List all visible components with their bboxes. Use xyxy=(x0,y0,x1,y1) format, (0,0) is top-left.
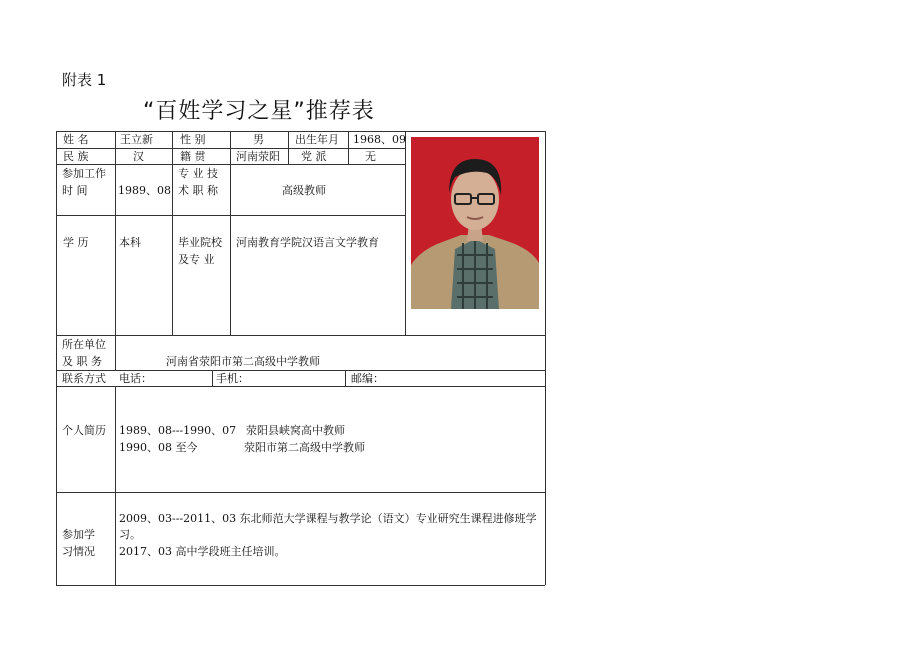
resume-period: 1989、08---1990、07 xyxy=(119,424,237,437)
origin-value: 河南荥阳 xyxy=(236,150,280,163)
postcode-label: 邮编： xyxy=(351,372,384,385)
resume-desc: 荥阳市第二高级中学教师 xyxy=(244,441,365,454)
pro-title-value: 高级教师 xyxy=(282,184,326,197)
study-label: 参加学 xyxy=(62,528,95,541)
study-line: 2017、03 高中学段班主任培训。 xyxy=(119,545,286,558)
col-divider xyxy=(288,131,289,164)
col-divider xyxy=(172,131,173,335)
birth-value: 1968、09 xyxy=(353,133,406,146)
row-divider xyxy=(56,492,545,493)
gender-value: 男 xyxy=(253,133,264,146)
name-value: 王立新 xyxy=(120,133,153,146)
pro-title-label: 术 职 称 xyxy=(178,184,218,197)
resume-period: 1990、08 至今 xyxy=(119,441,198,454)
ethnicity-label: 民 族 xyxy=(63,150,89,163)
school-value: 河南教育学院汉语言文学教育 xyxy=(236,236,379,249)
col-divider xyxy=(115,386,116,585)
work-start-label: 时 间 xyxy=(62,184,88,197)
study-label: 习情况 xyxy=(62,545,95,558)
school-label: 毕业院校 xyxy=(178,236,222,249)
row-divider xyxy=(56,335,545,336)
education-label: 学 历 xyxy=(63,236,89,249)
col-divider xyxy=(345,370,346,386)
portrait-image xyxy=(411,137,539,309)
resume-label: 个人简历 xyxy=(62,424,106,437)
table-border-left xyxy=(56,131,57,585)
gender-label: 性 别 xyxy=(180,133,206,146)
study-line: 2009、03---2011、03 东北师范大学课程与教学论（语文）专业研究生课程进修班学 xyxy=(119,512,537,525)
unit-label: 及 职 务 xyxy=(62,355,102,368)
origin-label: 籍 贯 xyxy=(180,150,206,163)
phone-label: 电话： xyxy=(119,372,152,385)
education-value: 本科 xyxy=(119,236,141,249)
work-start-value: 1989、08 xyxy=(118,184,171,197)
ethnicity-value: 汉 xyxy=(133,150,144,163)
contact-label: 联系方式 xyxy=(62,372,106,385)
party-label: 党 派 xyxy=(301,150,327,163)
portrait-photo xyxy=(411,137,539,309)
col-divider xyxy=(348,131,349,164)
party-value: 无 xyxy=(365,150,376,163)
table-border-bottom xyxy=(56,585,545,586)
unit-label: 所在单位 xyxy=(62,338,106,351)
resume-desc: 荥阳县峡窝高中教师 xyxy=(246,424,345,437)
name-label: 姓 名 xyxy=(63,133,89,146)
attachment-label: 附表 1 xyxy=(62,71,107,89)
mobile-label: 手机： xyxy=(216,372,249,385)
birth-label: 出生年月 xyxy=(295,133,339,146)
col-divider xyxy=(115,131,116,370)
form-title: “百姓学习之星”推荐表 xyxy=(143,99,375,124)
col-divider xyxy=(212,370,213,386)
unit-value: 河南省荥阳市第二高级中学教师 xyxy=(166,355,320,368)
col-divider xyxy=(230,131,231,335)
table-border-right xyxy=(545,131,546,585)
school-label: 及专 业 xyxy=(178,253,215,266)
study-line: 习。 xyxy=(119,528,141,541)
col-divider xyxy=(405,131,406,335)
pro-title-label: 专 业 技 xyxy=(178,167,218,180)
work-start-label: 参加工作 xyxy=(62,167,106,180)
